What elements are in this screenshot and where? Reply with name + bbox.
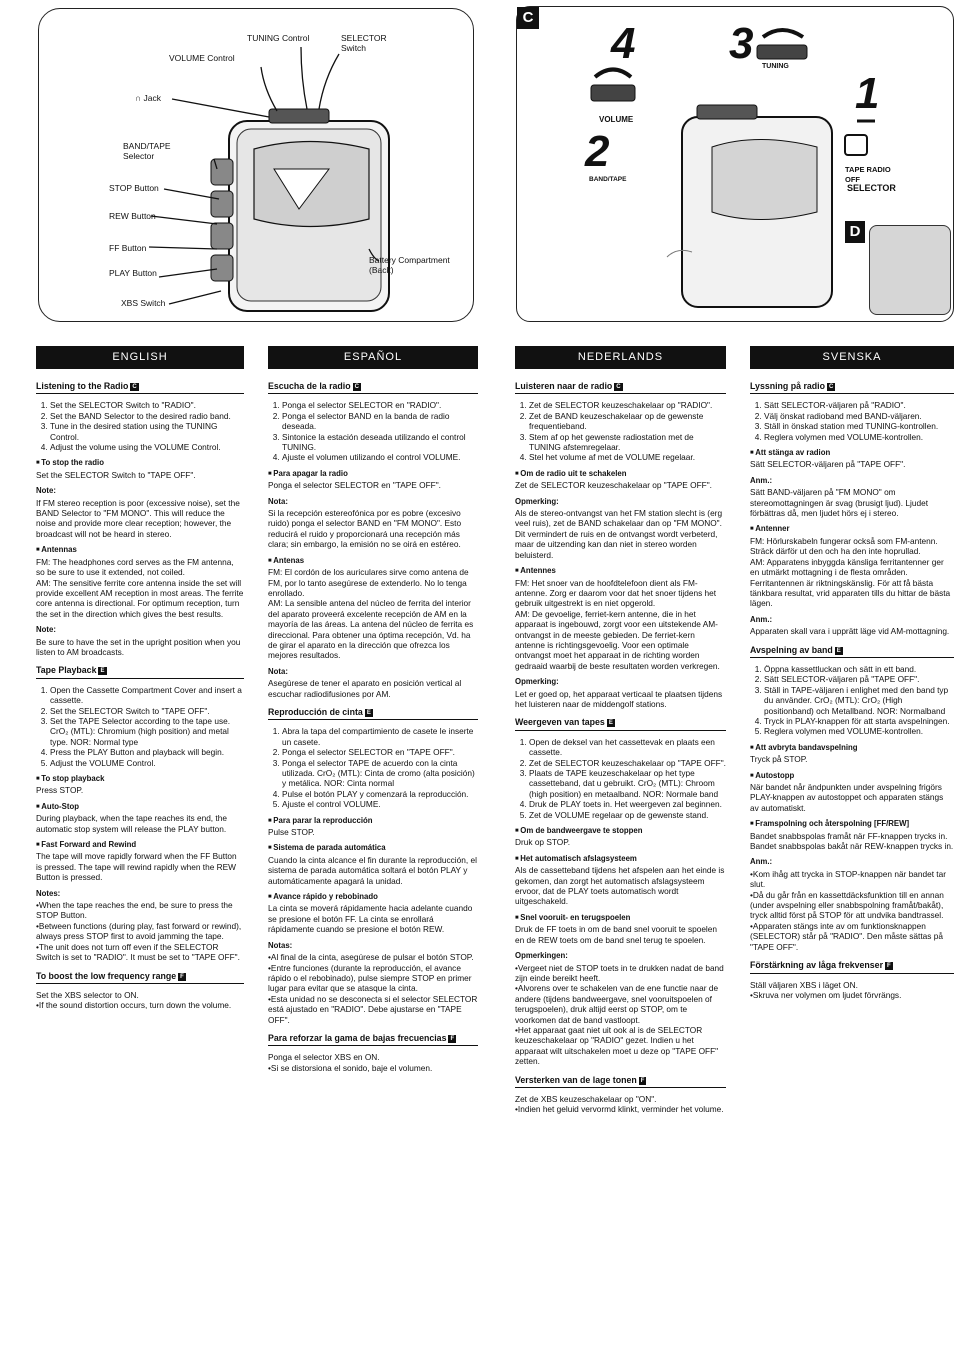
label-selector-switch: SELECTOR Switch: [341, 33, 387, 53]
note-text-2: Let er goed op, het apparaat verticaal te plaatsen tijdens het luisteren naar de middengolf stations.: [515, 688, 723, 709]
notes-title: Notes:: [36, 888, 61, 898]
note-text-1: If FM stereo reception is poor (excessive noise), set the BAND Selector to "FM MONO". This will reduce the noise and provide more clear reception; however, the broadcast will not be heard in stereo.: [36, 497, 240, 539]
column-espanol: [268, 346, 478, 1073]
text-stop-radio: Sätt SELECTOR-väljaren på "TAPE OFF".: [750, 459, 906, 470]
subtitle-stop-radio: ■ Att stänga av radion: [750, 448, 954, 458]
label-tuning: TUNING: [762, 63, 789, 70]
figure-letter-d: D: [845, 221, 865, 243]
label-ff-button: FF Button: [109, 243, 147, 253]
step-number-2: 2: [585, 127, 610, 176]
label-jack: ∩ Jack: [135, 93, 161, 103]
steps-tape-playback: 1. Open the Cassette Compartment Cover and insert a cassette. 2. Set the SELECTOR Switch to "TAPE OFF". 3. Set the TAPE Selector according to the tape use. CrO₂ (MTL): Chromium (high position) and metal type. NOR: Normal type 4. Press the PLAY Button and playback will begin. 5. Adjust the VOLUME Control.: [36, 685, 244, 768]
text-boost-low-note: •Skruva ner volymen om ljudet förvrängs.: [750, 989, 902, 1000]
text-antennas-fm: FM: Het snoer van de hoofdtelefoon dient als FM-antenne. Zorg er daarom voor dat het snoer tijdens het gebruik uitgestrekt is en niet opgerold.: [515, 577, 717, 609]
section-title-listening-radio: Lyssning på radio C: [750, 381, 954, 394]
figure-d-illustration: [869, 225, 951, 315]
subtitle-auto-stop: ■ Auto-Stop: [36, 802, 244, 812]
note-item: •Vergeet niet de STOP toets in te drukken nadat de band zijn einde bereikt heeft.: [515, 962, 724, 983]
note-item: •Då du går från en kassettdäcksfunktion till en annan (under avspelning eller snabbspolning framåt/bakåt), tryck alltid först på STOP för att undvika bandtrassel.: [750, 889, 944, 921]
subtitle-stop-playback: ■ To stop playback: [36, 774, 244, 784]
note-title-2: Nota:: [268, 666, 288, 676]
subtitle-stop-playback: ■ Om de bandweergave te stoppen: [515, 826, 726, 836]
subtitle-auto-stop: ■ Sistema de parada automática: [268, 843, 478, 853]
subtitle-antennas: ■ Antennas: [36, 545, 244, 555]
label-tape-radio-off: TAPE RADIO OFF: [845, 165, 891, 184]
column-english: [36, 346, 244, 1011]
section-title-tape-playback: Avspelning av band E: [750, 645, 954, 658]
note-text-2: Asegúrese de tener el aparato en posición vertical al escuchar radiodifusiones por AM.: [268, 678, 462, 699]
subtitle-ff-rew: ■ Avance rápido y rebobinado: [268, 892, 478, 902]
section-title-boost-low: To boost the low frequency range F: [36, 971, 244, 984]
language-header-espanol: ESPAÑOL: [268, 346, 478, 369]
label-volume-control: VOLUME Control: [169, 53, 235, 63]
section-title-listening-radio: Listening to the Radio C: [36, 381, 244, 394]
label-stop-button: STOP Button: [109, 183, 159, 193]
steps-tape-playback: 1. Open de deksel van het cassettevak en plaats een cassette. 2. Zet de SELECTOR keuzeschakelaar op "TAPE OFF". 3. Plaats de TAPE keuzeschakelaar op het type cassetteband, dat u gebruikt. CrO₂ (MTL): Chroom (high position) en metaalband. NOR: Normale band 4. Druk de PLAY toets in. Het weergeven zal beginnen. 5. Zet de VOLUME regelaar op de gewenste stand.: [515, 737, 726, 820]
text-antennas-fm: FM: The headphones cord serves as the FM antenna, so be sure to use it extended, not coiled.: [36, 556, 234, 578]
note-text-1: Sätt BAND-väljaren på "FM MONO" om stereomottagningen är svag (brusigt ljud). Ljudet förbättras då, men ljudet hörs ej i stereo.: [750, 487, 929, 519]
text-boost-low: Ställ väljaren XBS i läget ON.: [750, 979, 858, 990]
text-antennas-am: AM: Apparatens inbyggda känsliga ferritantenner ger en utmärkt mottagning i de flesta områden. Ferritantennen är riktningskänslig. För att få bästa tänkbara resultat, vrid apparaten tills du hittar de bästa lägen.: [750, 556, 951, 609]
section-title-listening-radio: Luisteren naar de radio C: [515, 381, 726, 394]
text-boost-low: Zet de XBS keuzeschakelaar op "ON".: [515, 1093, 657, 1104]
text-auto-stop: During playback, when the tape reaches its end, the automatic stop system will release the PLAY button.: [36, 813, 227, 834]
text-boost-low: Set the XBS selector to ON.: [36, 989, 139, 1000]
notes-title: Notas:: [268, 940, 293, 950]
note-item: •The unit does not turn off even if the SELECTOR Switch is set to "RADIO". It must be set to "TAPE OFF".: [36, 941, 240, 963]
note-text-2: Be sure to have the set in the upright position when you listen to AM broadcasts.: [36, 636, 241, 657]
step-number-4: 4: [611, 19, 636, 68]
section-title-boost-low: Förstärkning av låga frekvenser F: [750, 960, 954, 973]
label-selector: SELECTOR: [847, 183, 896, 193]
subtitle-antennas: ■ Antenner: [750, 524, 954, 534]
column-nederlands: [515, 346, 726, 1115]
text-auto-stop: Als de cassetteband tijdens het afspelen aan het einde is gekomen, dan zorgt het automatisch afslagsysteem ervoor, dat de PLAY toets automatisch wordt uitgeschakeld.: [515, 865, 725, 907]
diagram-panel-left: [38, 8, 474, 322]
note-item: •Kom ihåg att trycka in STOP-knappen när bandet tar slut.: [750, 868, 946, 890]
notes-title: Anm.:: [750, 857, 773, 867]
language-header-nederlands: NEDERLANDS: [515, 346, 726, 369]
text-antennas-fm: FM: Hörlurskabeln fungerar också som FM-antenn. Sträck därför ut den och ha den inte hoprullad.: [750, 535, 938, 557]
note-title-1: Note:: [36, 486, 56, 496]
subtitle-auto-stop: ■ Het automatisch afslagsysteem: [515, 854, 726, 864]
subtitle-antennas: ■ Antenas: [268, 556, 478, 566]
text-stop-playback: Druk op STOP.: [515, 837, 571, 848]
steps-listening-radio: 1. Ponga el selector SELECTOR en "RADIO". 2. Ponga el selector BAND en la banda de radio deseada. 3. Sintonice la estación deseada utilizando el control TUNING. 4. Ajuste el volumen utilizando el control VOLUME.: [268, 400, 478, 462]
text-ff-rew: Druk de FF toets in om de band snel vooruit te spoelen en de REW toets om de band snel terug te spoelen.: [515, 924, 718, 945]
text-ff-rew: La cinta se moverá rápidamente hacia adelante cuando se presione el botón FF. La cinta se enrollará rápidamente cuando se presione el botón REW.: [268, 903, 473, 935]
text-boost-low: Ponga el selector XBS en ON.: [268, 1052, 380, 1063]
label-band-tape-selector: BAND/TAPE Selector: [123, 141, 171, 161]
note-item: •Alvorens over te schakelen van de ene functie naar de andere (tijdens bandweergave, snel vooruitspoelen of terugspoelen), druk altijd eerst op STOP, om te voorkomen dat de band vastloopt.: [515, 983, 719, 1025]
section-title-tape-playback: Weergeven van tapes E: [515, 717, 726, 730]
text-stop-radio: Zet de SELECTOR keuzeschakelaar op "TAPE OFF".: [515, 480, 712, 491]
language-header-svenska: SVENSKA: [750, 346, 954, 369]
note-title-2: Anm.:: [750, 614, 773, 624]
text-antennas-am: AM: De gevoelige, ferriet-kern antenne, die in het apparaat is ingebouwd, zorgt voor een uitstekende AM-ontvangst in de meeste gebieden. De ferriet-kern antenne is richtingsgevoelig. Voor een optimale ontvangst moet het apparaat in de richting worden gedraaid waarbij de beste resultaten worden verkregen.: [515, 608, 720, 671]
text-antennas-am: AM: La sensible antena del núcleo de ferrita del interior del aparato proveerá excelente recepción de AM en la mayoría de las áreas. La antena del núcleo de ferrita es direccional. Para obtener una óptima recepción, Vd. ha de girar el aparato en la dirección que ofrezca los mejores resultados.: [268, 598, 474, 661]
steps-listening-radio: 1. Zet de SELECTOR keuzeschakelaar op "RADIO". 2. Zet de BAND keuzeschakelaar op de gewenste frequentieband. 3. Stem af op het gewenste radiostation met de TUNING afstemregelaar. 4. Stel het volume af met de VOLUME regelaar.: [515, 400, 726, 462]
label-battery-compartment: Battery Compartment (Back): [369, 255, 450, 275]
subtitle-ff-rew: ■ Fast Forward and Rewind: [36, 840, 244, 850]
text-auto-stop: När bandet når ändpunkten under avspelning frigörs PLAY-knappen av autostoppet och apparaten stängs av automatiskt.: [750, 782, 944, 813]
text-stop-radio: Set the SELECTOR Switch to "TAPE OFF".: [36, 469, 196, 480]
step-number-3: 3: [729, 19, 754, 68]
steps-listening-radio: 1. Set the SELECTOR Switch to "RADIO". 2. Set the BAND Selector to the desired radio band. 3. Tune in the desired station using the TUNING Control. 4. Adjust the volume using the VOLUME Control.: [36, 400, 244, 452]
text-antennas-fm: FM: El cordón de los auriculares sirve como antena de FM, por lo tanto asegúrese de extenderlo. No lo tenga enrollado.: [268, 567, 469, 598]
subtitle-antennas: ■ Antennes: [515, 566, 726, 576]
steps-tape-playback: 1. Abra la tapa del compartimiento de casete le inserte un casete. 2. Ponga el selector SELECTOR en "TAPE OFF". 3. Ponga el selector TAPE de acuerdo con la cinta utilizada. CrO₂ (MTL): Cinta de cromo (alta posición) y metálica. NOR: Cinta normal 4. Pulse el botón PLAY y comenzará la reproducción. 5. Ajuste el control VOLUME.: [268, 726, 478, 809]
notes-title: Opmerkingen:: [515, 951, 568, 961]
subtitle-ff-rew: ■ Framspolning och återspolning [FF/REW]: [750, 819, 954, 829]
label-tuning-control: TUNING Control: [247, 33, 310, 43]
diagram-panel-right: [516, 6, 954, 322]
subtitle-stop-radio: ■ To stop the radio: [36, 458, 244, 468]
column-svenska: [750, 346, 954, 1000]
note-text-2: Apparaten skall vara i upprätt läge vid AM-mottagning.: [750, 626, 950, 637]
label-xbs-switch: XBS Switch: [121, 298, 166, 308]
subtitle-stop-radio: ■ Om de radio uit te schakelen: [515, 469, 726, 479]
label-rew-button: REW Button: [109, 211, 156, 221]
text-stop-radio: Ponga el selector SELECTOR en "TAPE OFF".: [268, 480, 441, 491]
label-volume: VOLUME: [599, 115, 634, 124]
note-title-2: Opmerking:: [515, 677, 559, 687]
text-boost-low-note: •If the sound distortion occurs, turn down the volume.: [36, 1000, 232, 1011]
text-auto-stop: Cuando la cinta alcance el fin durante la reproducción, el sistema de parada automática soltará el botón PLAY y automáticamente apagará la unidad.: [268, 854, 477, 886]
note-item: •Between functions (during play, fast forward or rewind), always press STOP first to avoid jamming the tape.: [36, 920, 242, 942]
note-item: •Esta unidad no se desconecta si el selector SELECTOR está ajustado en "RADIO". Debe ajustarse en "TAPE OFF".: [268, 993, 478, 1025]
text-stop-playback: Pulse STOP.: [268, 827, 315, 838]
label-play-button: PLAY Button: [109, 268, 157, 278]
subtitle-auto-stop: ■ Autostopp: [750, 771, 954, 781]
text-antennas-am: AM: The sensitive ferrite core antenna inside the set will provide excellent AM reception in most areas. The ferrite core antenna is directional. For optimum reception, turn the set in the direction which gives the best results.: [36, 577, 244, 619]
text-ff-rew: Bandet snabbspolas framåt när FF-knappen trycks in. Bandet snabbspolas bakåt när REW-knappen trycks in.: [750, 830, 954, 852]
text-stop-playback: Press STOP.: [36, 785, 84, 796]
steps-tape-playback: 1. Öppna kassettluckan och sätt in ett band. 2. Sätt SELECTOR-väljaren på "TAPE OFF". 3. Ställ in TAPE-väljaren i enlighet med den band typ du använder. CrO₂ (MTL): CrO₂ (High positionband) och Metallband. NOR: Normalband 4. Tryck in PLAY-knappen för att starta avspelningen. 5. Reglera volymen med VOLUME-kontrollen.: [750, 664, 954, 737]
section-title-listening-radio: Escucha de la radio C: [268, 381, 478, 394]
figure-letter-c: C: [517, 7, 539, 29]
note-item: •Het apparaat gaat niet uit ook al is de SELECTOR keuzeschakelaar op "RADIO" gezet. Indien u het apparaat wilt uitschakelen moet u deze op "TAPE OFF" zetten.: [515, 1024, 719, 1067]
section-title-boost-low: Para reforzar la gama de bajas frecuencias F: [268, 1033, 478, 1046]
text-boost-low-note: •Si se distorsiona el sonido, baje el volumen.: [268, 1062, 433, 1073]
note-text-1: Als de stereo-ontvangst van het FM station slecht is (erg veel ruis), zet de BAND schakelaar dan op "FM MONO". Dit vermindert de ruis en de ontvangst wordt verbeterd, maar de uitzending kan dan niet in stereo worden beluisterd.: [515, 508, 723, 560]
text-ff-rew: The tape will move rapidly forward when the FF Button is pressed. The tape will rewind rapidly when the REW Button is pressed.: [36, 851, 237, 883]
note-item: •Apparaten stängs inte av om funktionsknappen (SELECTOR) står på "RADIO". Den måste sättas på "TAPE OFF".: [750, 920, 943, 952]
subtitle-ff-rew: ■ Snel vooruit- en terugspoelen: [515, 913, 726, 923]
note-title-1: Anm.:: [750, 475, 773, 485]
note-title-2: Note:: [36, 625, 56, 635]
note-item: •Entre funciones (durante la reproducción, el avance rápido o el rebobinado), pulse siempre STOP en primer lugar para evitar que se atasque la cinta.: [268, 962, 472, 994]
section-title-tape-playback: Reproducción de cinta E: [268, 707, 478, 720]
note-item: •When the tape reaches the end, be sure to press the STOP Button.: [36, 900, 233, 921]
steps-listening-radio: 1. Sätt SELECTOR-väljaren på "RADIO". 2. Välj önskat radioband med BAND-väljaren. 3. Ställ in önskad station med TUNING-kontrollen. 4. Reglera volymen med VOLUME-kontrollen.: [750, 400, 954, 442]
subtitle-stop-radio: ■ Para apagar la radio: [268, 469, 478, 479]
subtitle-stop-playback: ■ Att avbryta bandavspelning: [750, 743, 954, 753]
text-stop-playback: Tryck på STOP.: [750, 754, 808, 765]
language-header-english: ENGLISH: [36, 346, 244, 369]
section-title-boost-low: Versterken van de lage tonen F: [515, 1075, 726, 1088]
label-band-tape: BAND/TAPE: [589, 176, 627, 183]
section-title-tape-playback: Tape Playback E: [36, 665, 244, 678]
note-title-1: Opmerking:: [515, 496, 559, 506]
text-boost-low-note: •Indien het geluid vervormd klinkt, verminder het volume.: [515, 1104, 724, 1115]
note-title-1: Nota:: [268, 496, 288, 506]
note-text-1: Si la recepción estereofónica por es pobre (excesivo ruido) ponga el selector BAND en "FM MONO". Esto reducirá el ruido y proporcionará una recepción más clara; sin embargo, la emisión no se oirá en estéreo.: [268, 508, 462, 550]
note-item: •Al final de la cinta, asegúrese de pulsar el botón STOP.: [268, 952, 474, 963]
step-number-1: 1: [855, 69, 880, 118]
subtitle-stop-playback: ■ Para parar la reproducción: [268, 816, 478, 826]
